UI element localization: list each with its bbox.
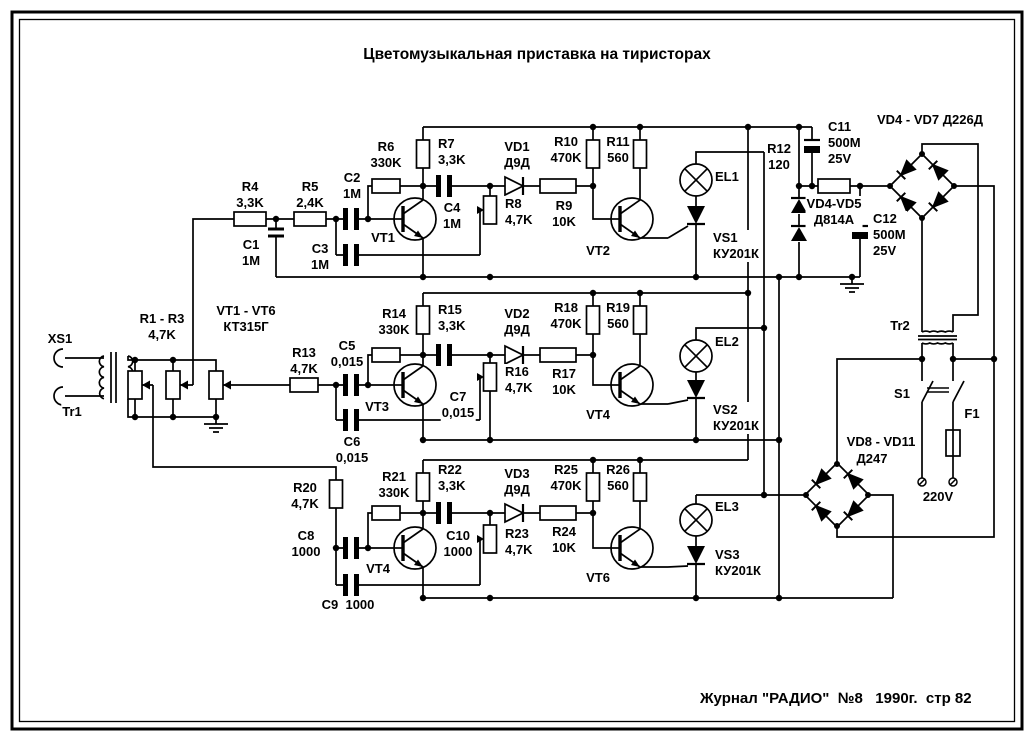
label-r12: R12 120 — [767, 141, 791, 172]
label-vt6: VT6 — [586, 570, 610, 585]
label-c2: C2 1M — [342, 170, 362, 201]
label-r22: R22 3,3K — [438, 462, 466, 493]
label-tr1: Tr1 — [62, 404, 82, 419]
label-r20: R20 4,7K — [291, 480, 319, 511]
label-c6: C6 0,015 — [335, 434, 369, 465]
label-s1: S1 — [894, 386, 910, 401]
transistor-vt2 — [611, 198, 653, 240]
label-xs1: XS1 — [47, 331, 73, 346]
label-vt1-vt6: VT1 - VT6 КТ315Г — [216, 303, 276, 334]
label-vs2: VS2 КУ201К — [713, 402, 759, 433]
label-v220: 220V — [922, 489, 954, 504]
label-c1: C1 1M — [241, 237, 261, 268]
label-el3: EL3 — [715, 499, 739, 514]
transistor-vt3 — [394, 364, 436, 406]
ground-symbol — [840, 284, 864, 292]
label-r7: R7 3,3K — [438, 136, 466, 167]
mains-terminals — [918, 478, 957, 486]
label-vt2: VT2 — [586, 243, 610, 258]
label-r4: R4 3,3K — [236, 179, 264, 210]
label-r8: R8 4,7K — [505, 196, 533, 227]
thyristor-vs2 — [687, 380, 705, 398]
label-vt1: VT1 — [371, 230, 395, 245]
diode-vd2 — [505, 346, 523, 364]
thyristor-vs3 — [687, 546, 705, 564]
label-vt4-bot: VT4 — [366, 561, 390, 576]
label-r9: R9 10K — [552, 198, 576, 229]
label-c4: C4 1M — [442, 200, 462, 231]
label-vt4-mid: VT4 — [586, 407, 610, 422]
label-r11: R11 560 — [606, 134, 630, 165]
label-tr2: Tr2 — [890, 318, 910, 333]
label-vt3: VT3 — [365, 399, 389, 414]
label-c11: C11 500M 25V — [828, 119, 861, 166]
label-c8: C8 1000 — [291, 528, 321, 559]
label-r15: R15 3,3K — [438, 302, 466, 333]
transistor-vt1 — [394, 198, 436, 240]
label-r18: R18 470K — [550, 300, 582, 331]
label-r26: R26 560 — [606, 462, 630, 493]
label-c3: C3 1M — [310, 241, 330, 272]
label-vd3: VD3 Д9Д — [504, 466, 530, 497]
label-c7: C7 0,015 — [441, 389, 475, 420]
label-d247: Д247 — [856, 451, 888, 466]
connector-xs1 — [54, 349, 63, 405]
label-vs1: VS1 КУ201К — [713, 230, 759, 261]
label-f1: F1 — [964, 406, 980, 421]
label-c5: C5 0,015 — [330, 338, 364, 369]
bridge-vd8-vd11 — [805, 463, 869, 527]
ground-symbol — [204, 424, 228, 432]
transistor-vt5 — [394, 527, 436, 569]
thyristor-vs1 — [687, 206, 705, 224]
label-vd1: VD1 Д9Д — [504, 139, 530, 170]
label-el2: EL2 — [715, 334, 739, 349]
potentiometer-r1 — [128, 371, 142, 399]
lamp-el3 — [680, 504, 712, 536]
label-vd4-vd5: VD4-VD5 Д814А — [806, 196, 862, 227]
diode-vd1 — [505, 177, 523, 195]
page-title: Цветомузыкальная приставка на тиристорах — [363, 46, 711, 63]
label-r21: R21 330K — [378, 469, 410, 500]
label-vd4-vd7: VD4 - VD7 Д226Д — [877, 112, 983, 127]
label-r14: R14 330K — [378, 306, 410, 337]
label-r5: R5 2,4K — [296, 179, 324, 210]
label-vs3: VS3 КУ201К — [715, 547, 761, 578]
diode-vd3 — [505, 504, 523, 522]
label-r17: R17 10K — [552, 366, 576, 397]
label-el1: EL1 — [715, 169, 739, 184]
potentiometer-r3 — [209, 371, 223, 399]
transistor-vt6 — [611, 527, 653, 569]
label-r25: R25 470K — [550, 462, 582, 493]
label-r16: R16 4,7K — [505, 364, 533, 395]
label-c12: C12 500M 25V — [873, 211, 906, 258]
label-r6: R6 330K — [370, 139, 402, 170]
label-r10: R10 470K — [550, 134, 582, 165]
label-r19: R19 560 — [606, 300, 630, 331]
label-c9: C9 1000 — [321, 597, 375, 612]
label-vd2: VD2 Д9Д — [504, 306, 530, 337]
label-vd8-vd11: VD8 - VD11 — [846, 434, 916, 449]
bridge-vd4-vd7 — [890, 154, 954, 218]
label-r13: R13 4,7K — [290, 345, 318, 376]
label-r1-r3: R1 - R3 4,7K — [139, 311, 185, 342]
lamp-el1 — [680, 164, 712, 196]
source-caption: Журнал "РАДИО" №8 1990г. стр 82 — [700, 690, 972, 707]
transistor-vt4 — [611, 364, 653, 406]
label-c10: C10 1000 — [443, 528, 473, 559]
label-r24: R24 10K — [552, 524, 576, 555]
lamp-el2 — [680, 340, 712, 372]
potentiometer-r2 — [166, 371, 180, 399]
label-r23: R23 4,7K — [505, 526, 533, 557]
